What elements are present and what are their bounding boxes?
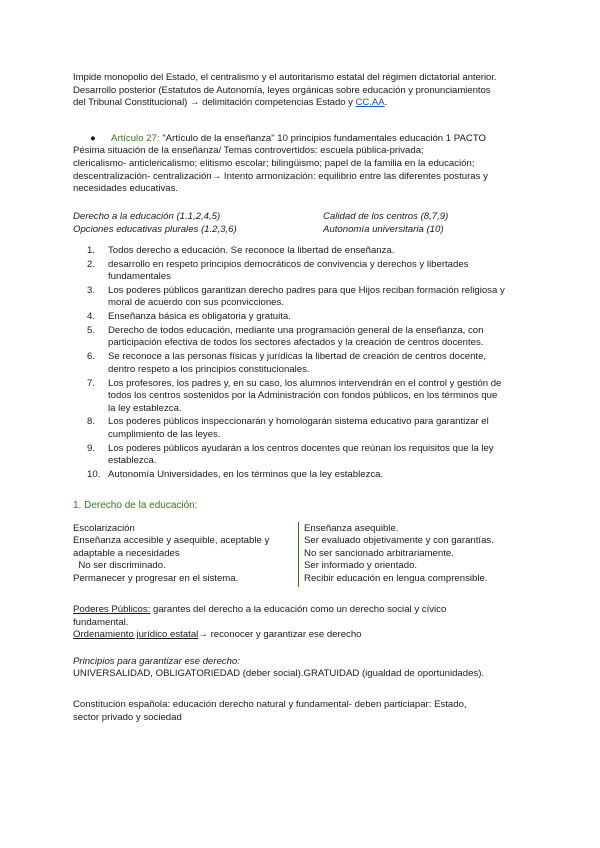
principle-item	[73, 259, 533, 284]
principle-number: 7.	[87, 377, 96, 389]
principle-item	[73, 443, 533, 468]
principles-list	[73, 245, 533, 482]
category: Derecho a la educación (1.1,2,4,5)	[73, 210, 221, 222]
ordenamiento-text: → reconocer y garantizar ese derecho	[198, 629, 362, 641]
article-line: Pésima situación de la enseñanza/ Temas controvertidos: escuela pública-privada;	[73, 145, 424, 157]
principle-text: Los poderes públicos inspeccionarán y homologarán sistema educativo para garantizar el	[108, 416, 489, 428]
poderes-label: Poderes Públicos:	[73, 604, 151, 616]
rights-table-cell: adaptable a necesidades	[73, 547, 180, 559]
constitucion-line: Constitución española: educación derecho natural y fundamental- deben particiapar: Estado,	[73, 699, 467, 711]
ordenamiento-line	[73, 629, 533, 642]
principle-text: participación efectiva de todos los sectores afectados y la creación de centros docentes.	[108, 337, 484, 349]
principle-item	[73, 416, 533, 441]
principle-text: Se reconoce a las personas físicas y jurídicas la libertad de creación de centros docente,	[108, 351, 487, 363]
categories-row	[73, 210, 533, 223]
principle-number: 4.	[87, 311, 96, 323]
rights-table-cell: Enseñanza asequible.	[304, 523, 399, 535]
principle-text: la ley establezca.	[108, 402, 182, 414]
principle-text: Los profesores, los padres y, en su caso, los alumnos intervendrán en el control y gestión de	[108, 377, 502, 389]
principle-text: Autonomía Universidades, en los términos que la ley establezca.	[108, 468, 384, 480]
article-line: clericalismo- anticlericalismo; elitismo escolar; bilingüismo; papel de la familia en la educación;	[73, 157, 475, 169]
intro-line: Impide monopolio del Estado, el centralismo y el autoritarismo estatal del régimen dictatorial anterior.	[73, 72, 497, 83]
principle-number: 2.	[87, 258, 96, 270]
bullet-icon: ●	[90, 132, 96, 144]
ccaa-link[interactable]: CC.AA	[355, 97, 385, 109]
rights-table-cell: Ser evaluado objetivamente y con garantías.	[304, 535, 494, 547]
section-title: 1. Derecho de la educación:	[73, 500, 198, 512]
article-line: necesidades educativas.	[73, 183, 179, 195]
principle-number: 3.	[87, 284, 96, 296]
rights-table-cell: No ser discriminado.	[73, 560, 166, 572]
principle-text: establezca.	[108, 455, 157, 467]
rights-table	[73, 522, 533, 587]
category: Calidad de los centros (8,7,9)	[323, 210, 449, 222]
principle-item	[73, 378, 533, 416]
constitucion-block	[73, 699, 533, 724]
intro-line: Desarrollo posterior (Estatutos de Autonomía, leyes orgánicas sobre educación y pronunciamientos	[73, 84, 491, 96]
principle-text: desarrollo en respeto principios democráticos de convivencia y derechos y libertades	[108, 258, 469, 270]
principios-title: Principios para garantizar ese derecho:	[73, 655, 240, 667]
intro-line-text: del Tribunal Constitucional) → delimitación competencias Estado y	[73, 97, 356, 109]
principle-item	[73, 351, 533, 376]
category: Autonomía universitaria (10)	[323, 223, 444, 235]
categories-row	[73, 223, 533, 236]
document-page	[73, 72, 533, 724]
principle-text: Los poderes públicos ayudarán a los centros docentes que reúnan los requisitos que la ley	[108, 442, 494, 454]
categories-grid	[73, 210, 533, 236]
principios-text: UNIVERSALIDAD, OBLIGATORIEDAD (deber social).GRATUIDAD (igualdad de oportunidades).	[73, 668, 485, 680]
article-27-block	[73, 133, 533, 196]
principle-item	[73, 469, 533, 482]
rights-table-cell: Permanecer y progresar en el sistema.	[73, 572, 239, 584]
intro-paragraph	[73, 72, 533, 110]
principle-text: Enseñanza básica es obligatoria y gratuita.	[108, 311, 291, 323]
category: Opciones educativas plurales (1.2,3,6)	[73, 223, 237, 235]
article-line: descentralización- centralización→ Intento armonización: equilibrio entre las diferentes posturas y	[73, 170, 488, 182]
principle-number: 10.	[87, 468, 101, 480]
principios-block	[73, 656, 533, 681]
poderes-line: fundamental.	[73, 616, 129, 628]
principle-text: todos los centros sostenidos por la Administración con fondos públicos, en los términos que	[108, 390, 498, 402]
principle-item	[73, 325, 533, 350]
principle-text: Los poderes públicos garantizan derecho padres para que Hijos reciban formación religiosa y	[108, 284, 505, 296]
principle-text: Todos derecho a educación. Se reconoce la libertad de enseñanza.	[108, 244, 395, 256]
rights-table-cell: Ser informado y orientado.	[304, 560, 418, 572]
ordenamiento-label: Ordenamiento jurídico estatal	[73, 629, 199, 641]
rights-table-cell: Recibir educación en lengua comprensible.	[304, 572, 488, 584]
rights-table-cell: No ser sancionado arbitrariamente.	[304, 547, 454, 559]
article-label: Artículo 27:	[111, 132, 160, 144]
principle-number: 6.	[87, 351, 96, 363]
principle-item	[73, 245, 533, 258]
principle-text: Derecho de todos educación, mediante una programación general de la enseñanza, con	[108, 324, 484, 336]
principle-number: 1.	[87, 244, 96, 256]
constitucion-line: sector privado y sociedad	[73, 711, 182, 723]
principle-number: 5.	[87, 324, 96, 336]
rights-table-cell: Enseñanza accesible y asequible, aceptable y	[73, 535, 270, 547]
poderes-text: garantes del derecho a la educación como un derecho social y cívico	[150, 604, 447, 616]
rights-table-right	[298, 522, 533, 587]
intro-line-end: .	[384, 97, 388, 109]
poderes-block	[73, 604, 533, 642]
principle-number: 8.	[87, 416, 96, 428]
principle-number: 9.	[87, 442, 96, 454]
principle-item	[73, 311, 533, 324]
intro-line	[73, 97, 533, 110]
article-title-text: "Artículo de la enseñanza" 10 principios fundamentales educación 1 PACTO	[159, 132, 486, 144]
article-title	[73, 133, 533, 146]
poderes-line	[73, 604, 533, 617]
principle-text: cumplimiento de las leyes.	[108, 428, 221, 440]
principle-text: fundamentales	[108, 271, 171, 283]
principle-text: moral de acuerdo con sus pconvicciones.	[108, 297, 284, 309]
principle-text: dentro respeto a los principios constitucionales.	[108, 363, 310, 375]
rights-table-left	[73, 522, 298, 587]
rights-table-cell: Escolarización	[73, 523, 135, 535]
principle-item	[73, 285, 533, 310]
